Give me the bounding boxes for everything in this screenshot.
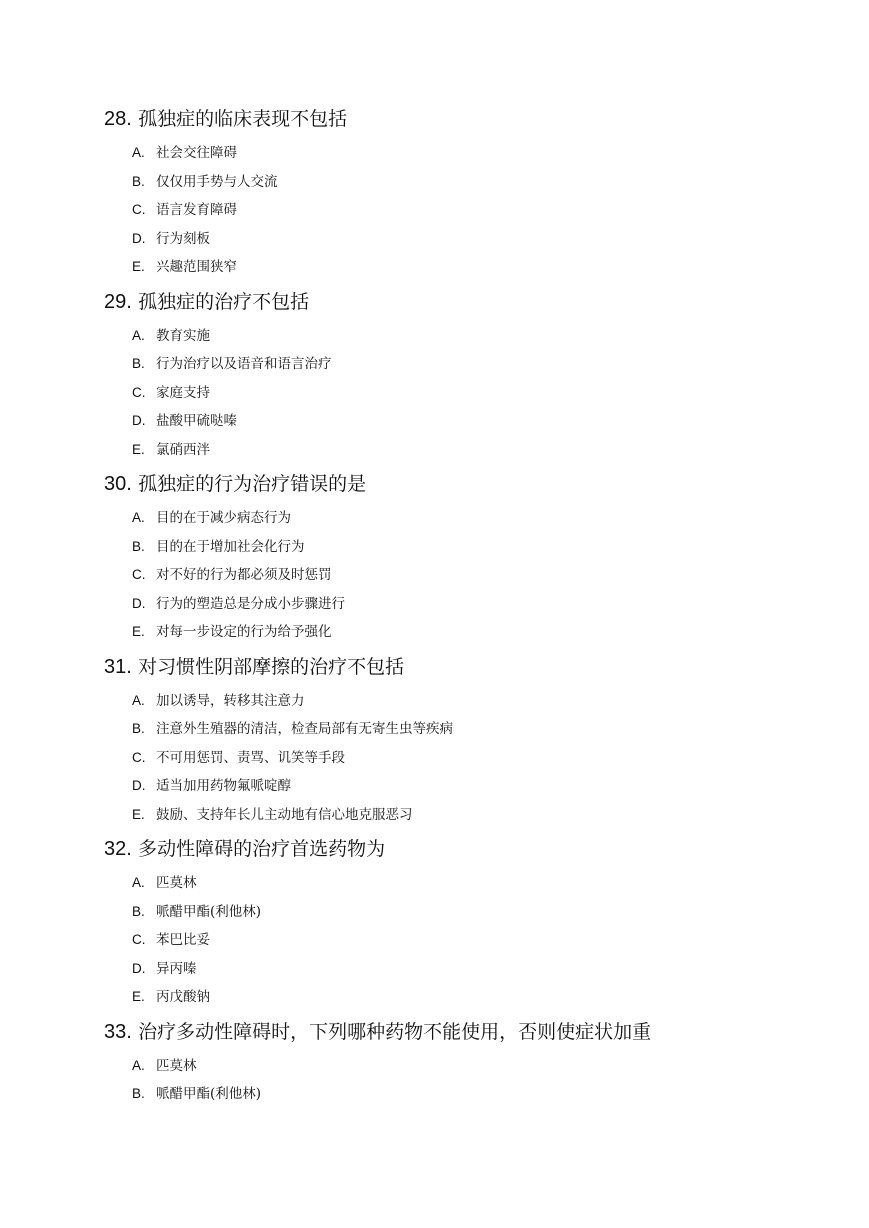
option-list [104, 1052, 869, 1109]
option-letter: E. [132, 441, 145, 457]
option-text: 教育实施 [156, 327, 210, 344]
option-text: 苯巴比妥 [156, 932, 210, 948]
option-d [132, 225, 869, 254]
option-list [104, 322, 869, 465]
option-text: 鼓励、支持年长儿主动地有信心地克服恶习 [156, 806, 413, 823]
option-list [104, 869, 869, 1012]
option-list [104, 139, 869, 282]
option-letter: E. [132, 806, 145, 822]
option-text: 氯硝西泮 [156, 441, 210, 458]
question-title [104, 833, 869, 863]
option-a [132, 504, 869, 533]
question-32 [104, 833, 869, 1012]
question-33 [104, 1016, 869, 1109]
option-letter: D. [132, 413, 146, 428]
option-b [132, 898, 869, 927]
option-c [132, 379, 869, 408]
option-list [104, 504, 869, 647]
option-letter: B. [132, 538, 145, 554]
option-text: 匹莫林 [156, 1057, 197, 1074]
option-d [132, 955, 869, 984]
question-number: 33. [104, 1020, 132, 1043]
question-title [104, 286, 869, 316]
option-letter: D. [132, 595, 146, 611]
option-text: 家庭支持 [156, 384, 210, 401]
question-text: 孤独症的行为治疗错误的是 [138, 473, 367, 495]
question-text: 多动性障碍的治疗首选药物为 [138, 838, 386, 860]
question-number: 30. [104, 473, 132, 495]
option-letter: A. [132, 692, 145, 708]
option-c [132, 196, 869, 225]
option-letter: B. [132, 903, 145, 919]
option-a [132, 139, 869, 168]
option-e [132, 436, 869, 465]
option-letter: C. [132, 567, 146, 582]
option-text: 注意外生殖器的清洁，检查局部有无寄生虫等疾病 [156, 721, 453, 737]
question-30 [104, 468, 869, 647]
option-e [132, 618, 869, 647]
question-text: 对习惯性阴部摩擦的治疗不包括 [138, 655, 405, 678]
option-text: 社会交往障碍 [156, 145, 237, 161]
option-letter: C. [132, 932, 146, 947]
option-text: 语言发育障碍 [156, 202, 237, 218]
question-text: 孤独症的临床表现不包括 [138, 108, 348, 130]
option-letter: B. [132, 1086, 145, 1101]
option-a [132, 322, 869, 351]
option-text: 哌醋甲酯(利他林) [156, 903, 262, 920]
option-list [104, 687, 869, 830]
option-text: 盐酸甲硫哒嗪 [156, 413, 237, 429]
option-letter: B. [132, 356, 145, 371]
option-c [132, 561, 869, 590]
option-letter: C. [132, 749, 146, 765]
option-letter: A. [132, 875, 145, 890]
option-e [132, 983, 869, 1012]
option-b [132, 168, 869, 197]
option-text: 加以诱导，转移其注意力 [156, 692, 305, 709]
option-b [132, 350, 869, 379]
option-letter: E. [132, 259, 145, 274]
option-letter: E. [132, 989, 145, 1004]
option-letter: D. [132, 960, 146, 976]
option-d [132, 407, 869, 436]
question-29 [104, 286, 869, 465]
option-letter: A. [132, 510, 145, 525]
option-text: 哌醋甲酯(利他林) [156, 1086, 262, 1102]
option-text: 适当加用药物氟哌啶醇 [156, 778, 291, 794]
option-text: 异丙嗪 [156, 960, 197, 977]
option-text: 行为刻板 [156, 230, 210, 247]
option-letter: B. [132, 721, 145, 736]
option-letter: C. [132, 202, 146, 217]
option-c [132, 744, 869, 773]
question-number: 32. [104, 838, 132, 860]
question-title [104, 103, 869, 133]
option-text: 目的在于减少病态行为 [156, 510, 291, 526]
option-letter: D. [132, 230, 146, 246]
option-text: 丙戊酸钠 [156, 989, 210, 1005]
option-e [132, 253, 869, 282]
option-a [132, 869, 869, 898]
option-letter: A. [132, 1057, 145, 1073]
option-d [132, 590, 869, 619]
question-28 [104, 103, 869, 282]
option-a [132, 687, 869, 716]
option-letter: C. [132, 384, 146, 400]
question-text: 孤独症的治疗不包括 [138, 290, 310, 313]
option-text: 对每一步设定的行为给予强化 [156, 624, 332, 640]
question-text: 治疗多动性障碍时，下列哪种药物不能使用，否则使症状加重 [138, 1020, 652, 1043]
option-b [132, 715, 869, 744]
option-c [132, 926, 869, 955]
option-d [132, 772, 869, 801]
option-letter: A. [132, 145, 145, 160]
option-text: 不可用惩罚、责骂、讥笑等手段 [156, 749, 345, 766]
option-text: 仅仅用手势与人交流 [156, 173, 278, 190]
option-text: 行为的塑造总是分成小步骤进行 [156, 595, 345, 612]
question-number: 28. [104, 108, 132, 130]
option-text: 目的在于增加社会化行为 [156, 538, 305, 555]
option-text: 匹莫林 [156, 875, 197, 891]
question-title [104, 468, 869, 498]
option-e [132, 801, 869, 830]
option-b [132, 1080, 869, 1109]
option-letter: B. [132, 173, 145, 189]
question-title [104, 1016, 869, 1046]
option-text: 兴趣范围狭窄 [156, 259, 237, 275]
question-31 [104, 651, 869, 830]
option-b [132, 533, 869, 562]
option-text: 对不好的行为都必须及时惩罚 [156, 567, 332, 583]
option-letter: E. [132, 624, 145, 639]
option-letter: D. [132, 778, 146, 793]
question-number: 31. [104, 655, 132, 678]
option-a [132, 1052, 869, 1081]
option-letter: A. [132, 327, 145, 343]
question-number: 29. [104, 290, 132, 313]
option-text: 行为治疗以及语音和语言治疗 [156, 356, 332, 372]
question-title [104, 651, 869, 681]
